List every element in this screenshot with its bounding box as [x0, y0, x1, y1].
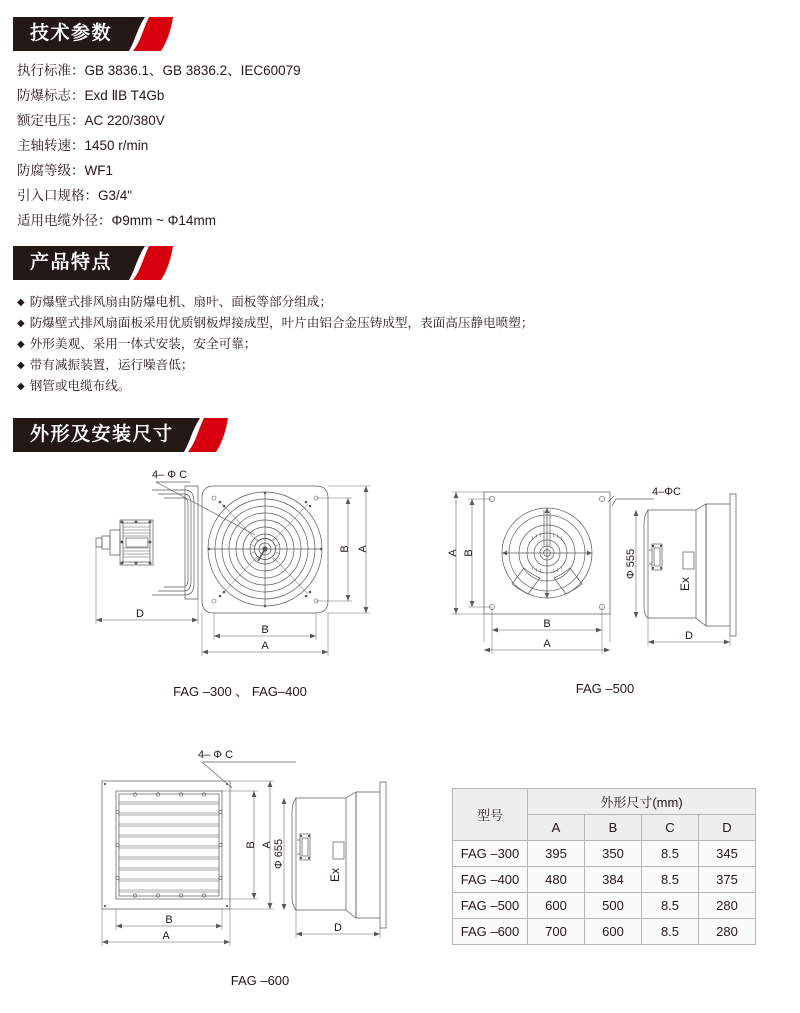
- feature-row: [17, 355, 533, 376]
- diameter-label: Φ 555: [625, 548, 637, 580]
- feature-text: 防爆壁式排风扇由防爆电机、扇叶、面板等部分组成；: [29, 295, 332, 309]
- dim-label-b-vertical: B: [463, 549, 475, 557]
- cell-c: 8.5: [642, 867, 699, 893]
- dim-label-b-vertical: B: [339, 545, 351, 553]
- section-banner-specs: [13, 17, 173, 51]
- spec-row: [17, 83, 301, 108]
- spec-value: GB 3836.1、GB 3836.2、IEC60079: [84, 63, 301, 78]
- drawing-fag500: [440, 468, 760, 668]
- cell-model: FAG –400: [453, 867, 528, 893]
- dim-label-b-horizontal: B: [543, 618, 551, 630]
- dim-label-a-vertical: A: [357, 545, 369, 553]
- dim-label-d: D: [334, 922, 342, 934]
- table-row: [453, 893, 756, 919]
- cell-b: 350: [585, 841, 642, 867]
- ex-mark-label: Ex: [678, 576, 692, 592]
- spec-label: 主轴转速：: [17, 138, 85, 153]
- table-header-b: B: [585, 815, 642, 841]
- table-header-d: D: [699, 815, 756, 841]
- dim-label-a-horizontal: A: [543, 638, 551, 650]
- cell-d: 375: [699, 867, 756, 893]
- section-title-features: 产品特点: [30, 252, 113, 273]
- cell-b: 384: [585, 867, 642, 893]
- diamond-bullet-icon: ◆: [17, 381, 25, 392]
- diamond-bullet-icon: ◆: [17, 360, 25, 371]
- spec-label: 防腐等级：: [17, 163, 85, 178]
- table-head: [453, 789, 756, 841]
- cell-a: 395: [528, 841, 585, 867]
- drawing-caption-fag300-400: FAG –300 、 FAG–400: [173, 684, 307, 699]
- ex-mark-label: Ex: [328, 867, 342, 883]
- feature-row: [17, 376, 533, 397]
- diamond-bullet-icon: ◆: [17, 339, 25, 350]
- spec-value: WF1: [84, 163, 113, 178]
- dim-label-a-horizontal: A: [261, 640, 269, 652]
- drawing-fag600-svg: [80, 750, 410, 965]
- drawing-fag500-svg: [440, 468, 760, 668]
- table-row: [453, 841, 756, 867]
- drawing-caption-fag500: FAG –500: [575, 681, 635, 696]
- table-header-a: A: [528, 815, 585, 841]
- spec-value: Exd ⅡB T4Gb: [84, 88, 165, 103]
- diameter-label: Φ 655: [273, 838, 285, 870]
- table-header-c: C: [642, 815, 699, 841]
- cell-b: 500: [585, 893, 642, 919]
- table-body: [453, 841, 756, 945]
- diamond-bullet-icon: ◆: [17, 297, 25, 308]
- spec-label: 额定电压：: [17, 113, 85, 128]
- spec-row: [17, 158, 301, 183]
- section-title-dimensions: 外形及安装尺寸: [30, 424, 174, 445]
- dim-label-d: D: [685, 630, 693, 642]
- feature-row: [17, 334, 533, 355]
- dim-label-a-horizontal: A: [162, 930, 170, 942]
- spec-value: 1450 r/min: [84, 138, 149, 153]
- dim-label-d: D: [136, 608, 144, 620]
- spec-value: Φ9mm ~ Φ14mm: [111, 213, 216, 228]
- dim-label-a-vertical: A: [261, 841, 273, 849]
- table-row: [453, 867, 756, 893]
- table-header-row-1: [453, 789, 756, 815]
- drawing-fag600: [80, 750, 410, 965]
- dim-label-b-horizontal: B: [261, 624, 269, 636]
- cell-a: 480: [528, 867, 585, 893]
- spec-label: 防爆标志：: [17, 88, 85, 103]
- feature-text: 外形美观、采用一体式安装，安全可靠；: [29, 337, 257, 351]
- cell-d: 345: [699, 841, 756, 867]
- cell-c: 8.5: [642, 919, 699, 945]
- spec-row: [17, 208, 301, 233]
- spec-label: 执行标准：: [17, 63, 85, 78]
- drawing-fag300-400-svg: [80, 468, 410, 668]
- feature-text: 防爆壁式排风扇面板采用优质钢板焊接成型，叶片由铝合金压铸成型，表面高压静电喷塑；: [29, 316, 534, 330]
- dim-label-a-vertical: A: [447, 549, 459, 557]
- cell-a: 700: [528, 919, 585, 945]
- feature-text: 带有减振装置，运行噪音低；: [29, 358, 194, 372]
- feature-text: 钢管或电缆布线。: [29, 379, 131, 393]
- dim-label-b-horizontal: B: [165, 914, 173, 926]
- spec-value: AC 220/380V: [84, 113, 165, 128]
- table-header-group: 外形尺寸(mm): [528, 789, 756, 815]
- feature-list: [17, 292, 533, 397]
- spec-row: [17, 108, 301, 133]
- cell-d: 280: [699, 893, 756, 919]
- drawing-caption-fag600: FAG –600: [230, 973, 290, 988]
- cell-a: 600: [528, 893, 585, 919]
- dimension-table: [452, 788, 756, 945]
- section-banner-dimensions: [13, 418, 228, 452]
- cell-b: 600: [585, 919, 642, 945]
- hole-note-label: 4–ΦC: [652, 486, 681, 498]
- spec-list: [17, 58, 301, 233]
- table-header-model: 型号: [453, 789, 528, 841]
- cell-model: FAG –500: [453, 893, 528, 919]
- spec-label: 适用电缆外径：: [17, 213, 112, 228]
- section-banner-features: [13, 246, 173, 280]
- hole-note-label: 4– Φ C: [198, 749, 234, 761]
- spec-row: [17, 58, 301, 83]
- feature-row: [17, 313, 533, 334]
- spec-label: 引入口规格：: [17, 188, 98, 203]
- spec-row: [17, 183, 301, 208]
- section-title-specs: 技术参数: [30, 23, 113, 44]
- feature-row: [17, 292, 533, 313]
- cell-model: FAG –300: [453, 841, 528, 867]
- hole-note-label: 4– Φ C: [152, 469, 188, 481]
- spec-value: G3/4": [98, 188, 133, 203]
- cell-c: 8.5: [642, 841, 699, 867]
- table-row: [453, 919, 756, 945]
- spec-row: [17, 133, 301, 158]
- drawing-fag300-400: [80, 468, 410, 668]
- cell-d: 280: [699, 919, 756, 945]
- cell-c: 8.5: [642, 893, 699, 919]
- diamond-bullet-icon: ◆: [17, 318, 25, 329]
- dim-label-b-vertical: B: [245, 841, 257, 849]
- cell-model: FAG –600: [453, 919, 528, 945]
